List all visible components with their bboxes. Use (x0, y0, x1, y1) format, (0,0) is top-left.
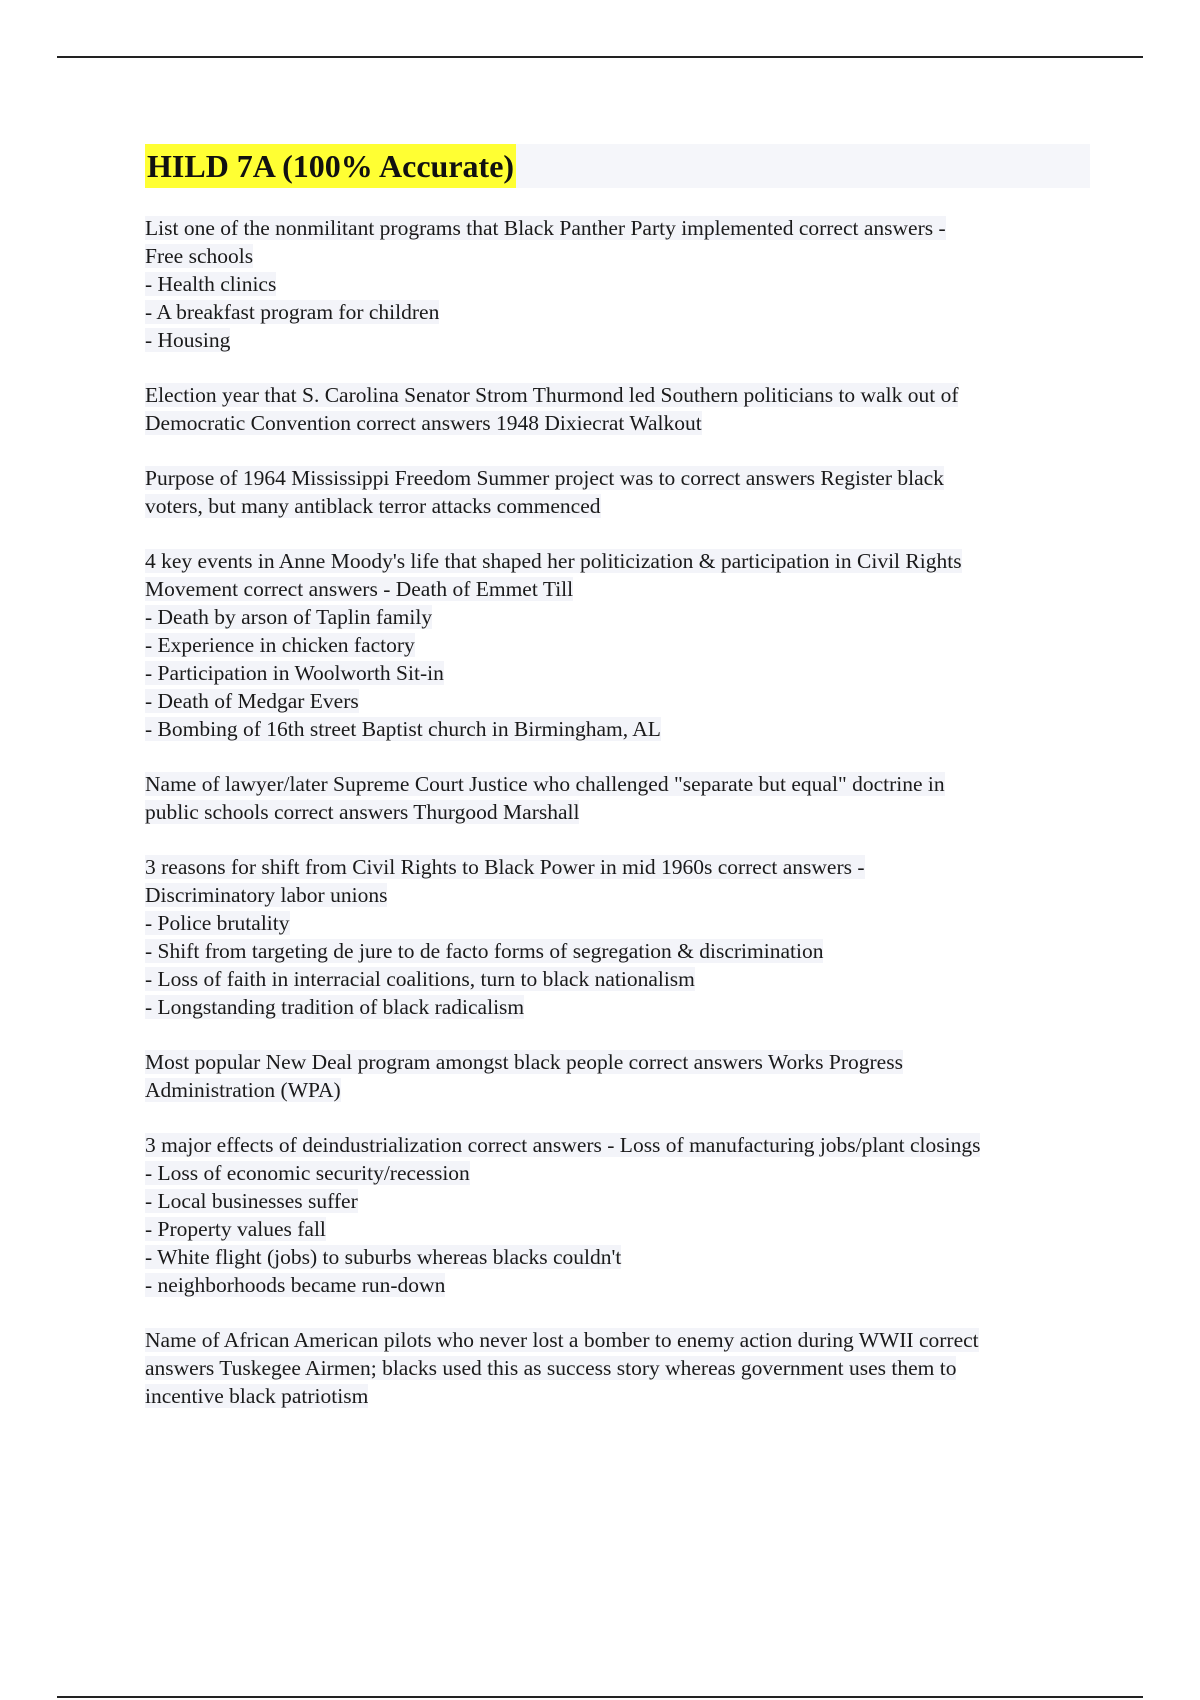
qa-entry (145, 1326, 1090, 1410)
qa-line (145, 687, 1090, 715)
qa-line (145, 1354, 1090, 1382)
qa-line-text: - neighborhoods became run-down (145, 1273, 446, 1297)
qa-line-text: Discriminatory labor unions (145, 883, 388, 907)
title-bar (145, 144, 1090, 188)
qa-line-text: - Local businesses suffer (145, 1189, 358, 1213)
qa-line-text: - Housing (145, 328, 231, 352)
qa-line-text: - Health clinics (145, 272, 277, 296)
qa-line (145, 547, 1090, 575)
qa-line (145, 993, 1090, 1021)
qa-line-text: public schools correct answers Thurgood Marshall (145, 800, 580, 824)
qa-line (145, 1382, 1090, 1410)
qa-entry (145, 547, 1090, 743)
top-rule (57, 56, 1143, 58)
qa-entry (145, 1131, 1090, 1299)
qa-line (145, 1131, 1090, 1159)
qa-line (145, 575, 1090, 603)
qa-line-text: - Loss of economic security/recession (145, 1161, 470, 1185)
qa-line-text: incentive black patriotism (145, 1384, 369, 1408)
qa-line (145, 1243, 1090, 1271)
qa-line-text: - Death of Medgar Evers (145, 689, 359, 713)
qa-line-text: Democratic Convention correct answers 1948 Dixiecrat Walkout (145, 411, 702, 435)
qa-line-text: Movement correct answers - Death of Emmet Till (145, 577, 574, 601)
qa-line (145, 853, 1090, 881)
qa-line (145, 464, 1090, 492)
qa-entry (145, 381, 1090, 437)
qa-entry (145, 853, 1090, 1021)
qa-line (145, 909, 1090, 937)
qa-line-text: - Shift from targeting de jure to de facto forms of segregation & discrimination (145, 939, 824, 963)
qa-line (145, 1187, 1090, 1215)
qa-line (145, 242, 1090, 270)
qa-line-text: - Property values fall (145, 1217, 326, 1241)
qa-line (145, 298, 1090, 326)
qa-line-text: - Bombing of 16th street Baptist church in Birmingham, AL (145, 717, 661, 741)
qa-line (145, 715, 1090, 743)
qa-line (145, 631, 1090, 659)
qa-line-text: Election year that S. Carolina Senator Strom Thurmond led Southern politicians to walk out of (145, 383, 959, 407)
qa-line-text: Most popular New Deal program amongst black people correct answers Works Progress (145, 1050, 903, 1074)
qa-line-text: 3 reasons for shift from Civil Rights to Black Power in mid 1960s correct answers - (145, 855, 865, 879)
qa-line (145, 1271, 1090, 1299)
qa-line-text: voters, but many antiblack terror attacks commenced (145, 494, 601, 518)
qa-entry (145, 214, 1090, 354)
qa-line-text: Free schools (145, 244, 254, 268)
qa-list (145, 214, 1090, 1410)
qa-line (145, 798, 1090, 826)
qa-line (145, 1076, 1090, 1104)
document-body (145, 144, 1090, 1437)
qa-line-text: - Participation in Woolworth Sit-in (145, 661, 444, 685)
qa-line (145, 770, 1090, 798)
qa-line-text: List one of the nonmilitant programs that Black Panther Party implemented correct answers - (145, 216, 946, 240)
qa-line (145, 1215, 1090, 1243)
qa-line (145, 603, 1090, 631)
qa-line-text: 4 key events in Anne Moody's life that shaped her politicization & participation in Civil Rights (145, 549, 962, 573)
qa-line (145, 270, 1090, 298)
qa-line-text: - Death by arson of Taplin family (145, 605, 433, 629)
qa-line-text: - Experience in chicken factory (145, 633, 415, 657)
qa-line-text: - Police brutality (145, 911, 290, 935)
qa-entry (145, 464, 1090, 520)
qa-line (145, 1159, 1090, 1187)
qa-line-text: answers Tuskegee Airmen; blacks used this as success story whereas government uses them to (145, 1356, 957, 1380)
qa-line (145, 965, 1090, 993)
qa-line (145, 1048, 1090, 1076)
qa-line (145, 937, 1090, 965)
document-title: HILD 7A (100% Accurate) (145, 144, 516, 188)
qa-line-text: 3 major effects of deindustrialization correct answers - Loss of manufacturing jobs/plant closings (145, 1133, 981, 1157)
qa-line (145, 326, 1090, 354)
qa-line (145, 1326, 1090, 1354)
qa-entry (145, 1048, 1090, 1104)
qa-line (145, 381, 1090, 409)
qa-line-text: - Loss of faith in interracial coalitions, turn to black nationalism (145, 967, 695, 991)
qa-line-text: Name of African American pilots who never lost a bomber to enemy action during WWII correct (145, 1328, 979, 1352)
qa-line (145, 659, 1090, 687)
qa-line (145, 881, 1090, 909)
qa-line-text: Name of lawyer/later Supreme Court Justice who challenged "separate but equal" doctrine in (145, 772, 945, 796)
qa-line-text: - Longstanding tradition of black radicalism (145, 995, 525, 1019)
qa-line (145, 214, 1090, 242)
qa-line-text: Administration (WPA) (145, 1078, 341, 1102)
bottom-rule (57, 1696, 1143, 1698)
qa-line-text: - A breakfast program for children (145, 300, 440, 324)
qa-line (145, 492, 1090, 520)
qa-entry (145, 770, 1090, 826)
qa-line-text: Purpose of 1964 Mississippi Freedom Summer project was to correct answers Register black (145, 466, 944, 490)
qa-line-text: - White flight (jobs) to suburbs whereas blacks couldn't (145, 1245, 622, 1269)
qa-line (145, 409, 1090, 437)
